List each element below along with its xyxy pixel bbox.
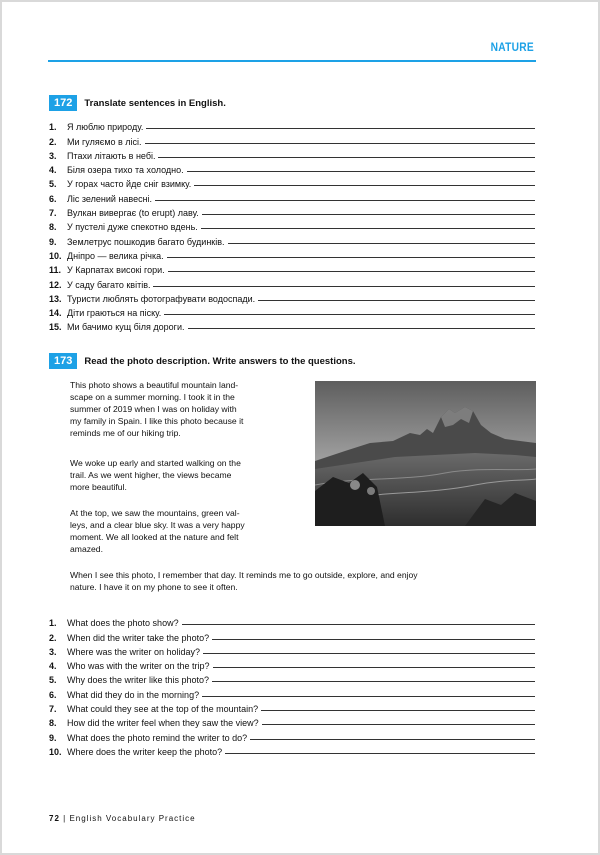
answer-line[interactable] — [188, 328, 536, 329]
description-paragraph-3: At the top, we saw the mountains, green val- leys, and a clear blue sky. It was a very happy moment. We all looked at the nature and felt amazed. — [70, 508, 245, 554]
item-text: Я люблю природу. — [67, 122, 144, 133]
answer-line[interactable] — [228, 243, 535, 244]
item-text: У пустелі дуже спекотно вдень. — [67, 222, 198, 233]
book-title: English Vocabulary Practice — [69, 814, 196, 823]
item-number: 3. — [49, 150, 57, 161]
item-number: 2. — [49, 632, 57, 643]
item-number: 10. — [49, 746, 62, 757]
translation-item — [49, 218, 535, 232]
exercise-instruction: Translate sentences in English. — [84, 97, 226, 109]
item-text: Землетрус пошкодив багато будинків. — [67, 236, 225, 247]
translation-item — [49, 290, 535, 304]
item-text: Біля озера тихо та холодно. — [67, 165, 184, 176]
item-number: 9. — [49, 236, 57, 247]
question-item — [49, 657, 535, 671]
item-text: Птахи літають в небі. — [67, 150, 156, 161]
answer-line[interactable] — [212, 639, 535, 640]
item-number: 13. — [49, 293, 62, 304]
answer-line[interactable] — [201, 228, 535, 229]
question-item — [49, 700, 535, 714]
item-number: 7. — [49, 208, 57, 219]
item-text: Ліс зелений навесні. — [67, 193, 153, 204]
answer-line[interactable] — [145, 143, 535, 144]
question-item — [49, 714, 535, 728]
item-text: When did the writer take the photo? — [67, 632, 210, 643]
item-number: 5. — [49, 675, 57, 686]
question-item — [49, 671, 535, 685]
item-text: Вулкан вивергає (to erupt) лаву. — [67, 208, 199, 219]
item-text: У горах часто йде сніг взимку. — [67, 179, 192, 190]
item-number: 4. — [49, 165, 57, 176]
translation-item — [49, 232, 535, 246]
answer-line[interactable] — [202, 214, 535, 215]
answer-line[interactable] — [203, 653, 535, 654]
item-text: How did the writer feel when they saw the view? — [67, 718, 259, 729]
item-text: Дніпро — велика річка. — [67, 250, 164, 261]
answer-line[interactable] — [168, 271, 535, 272]
item-text: Ми гуляємо в лісі. — [67, 136, 142, 147]
item-text: У саду багато квітів. — [67, 279, 151, 290]
answer-line[interactable] — [194, 185, 535, 186]
answer-line[interactable] — [158, 157, 535, 158]
item-number: 1. — [49, 618, 57, 629]
description-paragraph-4: When I see this photo, I remember that day. It reminds me to go outside, explore, and enjoy nature. I have it on my phone to see it often. — [70, 570, 418, 592]
answer-line[interactable] — [155, 200, 535, 201]
answer-line[interactable] — [153, 286, 535, 287]
translation-item — [49, 189, 535, 203]
answer-line[interactable] — [167, 257, 535, 258]
exercise-number-badge: 172 — [49, 95, 77, 111]
translation-item — [49, 204, 535, 218]
item-number: 7. — [49, 704, 57, 715]
answer-line[interactable] — [202, 696, 535, 697]
page-footer — [49, 814, 196, 823]
item-text: Діти граються на піску. — [67, 308, 162, 319]
translation-item — [49, 261, 535, 275]
exercise-number-badge: 173 — [49, 353, 77, 369]
item-text: У Карпатах високі гори. — [67, 265, 165, 276]
answer-line[interactable] — [213, 667, 535, 668]
item-number: 6. — [49, 689, 57, 700]
translation-item — [49, 147, 535, 161]
exercise-172-header — [49, 95, 226, 111]
item-number: 4. — [49, 661, 57, 672]
translation-item — [49, 118, 535, 132]
answer-line[interactable] — [250, 739, 535, 740]
item-number: 5. — [49, 179, 57, 190]
translation-item — [49, 275, 535, 289]
question-item — [49, 614, 535, 628]
item-number: 9. — [49, 732, 57, 743]
question-item — [49, 643, 535, 657]
page-number: 72 — [49, 814, 60, 823]
description-paragraph-2: We woke up early and started walking on the trail. As we went higher, the views became more beautiful. — [70, 458, 241, 492]
item-number: 8. — [49, 718, 57, 729]
answer-line[interactable] — [212, 681, 535, 682]
answer-line[interactable] — [187, 171, 535, 172]
answer-line[interactable] — [164, 314, 535, 315]
item-text: Туристи люблять фотографувати водоспади. — [67, 293, 256, 304]
answer-line[interactable] — [258, 300, 535, 301]
translation-list — [49, 118, 535, 332]
description-paragraph-1: This photo shows a beautiful mountain land- scape on a summer morning. I took it in the summer of 2019 when I was on holiday with my family in Spain. I like this photo because it reminds me of our hiking trip. — [70, 380, 244, 438]
translation-item — [49, 247, 535, 261]
footer-separator: | — [63, 814, 67, 823]
answer-line[interactable] — [146, 128, 535, 129]
item-number: 6. — [49, 193, 57, 204]
mountain-landscape-photo — [315, 381, 536, 526]
item-number: 15. — [49, 322, 62, 333]
item-number: 1. — [49, 122, 57, 133]
translation-item — [49, 132, 535, 146]
header-rule — [48, 60, 536, 62]
question-item — [49, 728, 535, 742]
item-text: Who was with the writer on the trip? — [67, 661, 210, 672]
section-title: NATURE — [490, 40, 534, 54]
mountain-photo-image — [315, 381, 536, 526]
item-text: Why does the writer like this photo? — [67, 675, 210, 686]
exercise-173-header — [49, 353, 356, 369]
question-item — [49, 628, 535, 642]
answer-line[interactable] — [182, 624, 535, 625]
question-item — [49, 685, 535, 699]
item-number: 12. — [49, 279, 62, 290]
item-text: Where does the writer keep the photo? — [67, 746, 223, 757]
translation-item — [49, 304, 535, 318]
item-text: What could they see at the top of the mountain? — [67, 704, 259, 715]
translation-item — [49, 161, 535, 175]
item-number: 8. — [49, 222, 57, 233]
answer-line[interactable] — [262, 724, 535, 725]
exercise-instruction: Read the photo description. Write answers to the questions. — [84, 355, 356, 367]
workbook-page — [2, 2, 598, 853]
item-text: What does the photo show? — [67, 618, 179, 629]
translation-item — [49, 175, 535, 189]
item-number: 2. — [49, 136, 57, 147]
item-number: 14. — [49, 308, 62, 319]
answer-line[interactable] — [225, 753, 535, 754]
item-number: 10. — [49, 250, 62, 261]
question-item — [49, 743, 535, 757]
item-text: Where was the writer on holiday? — [67, 646, 201, 657]
item-number: 3. — [49, 646, 57, 657]
item-text: What did they do in the morning? — [67, 689, 200, 700]
question-list — [49, 614, 535, 757]
item-text: Ми бачимо кущ біля дороги. — [67, 322, 185, 333]
answer-line[interactable] — [261, 710, 535, 711]
translation-item — [49, 318, 535, 332]
item-number: 11. — [49, 265, 62, 276]
item-text: What does the photo remind the writer to do? — [67, 732, 248, 743]
